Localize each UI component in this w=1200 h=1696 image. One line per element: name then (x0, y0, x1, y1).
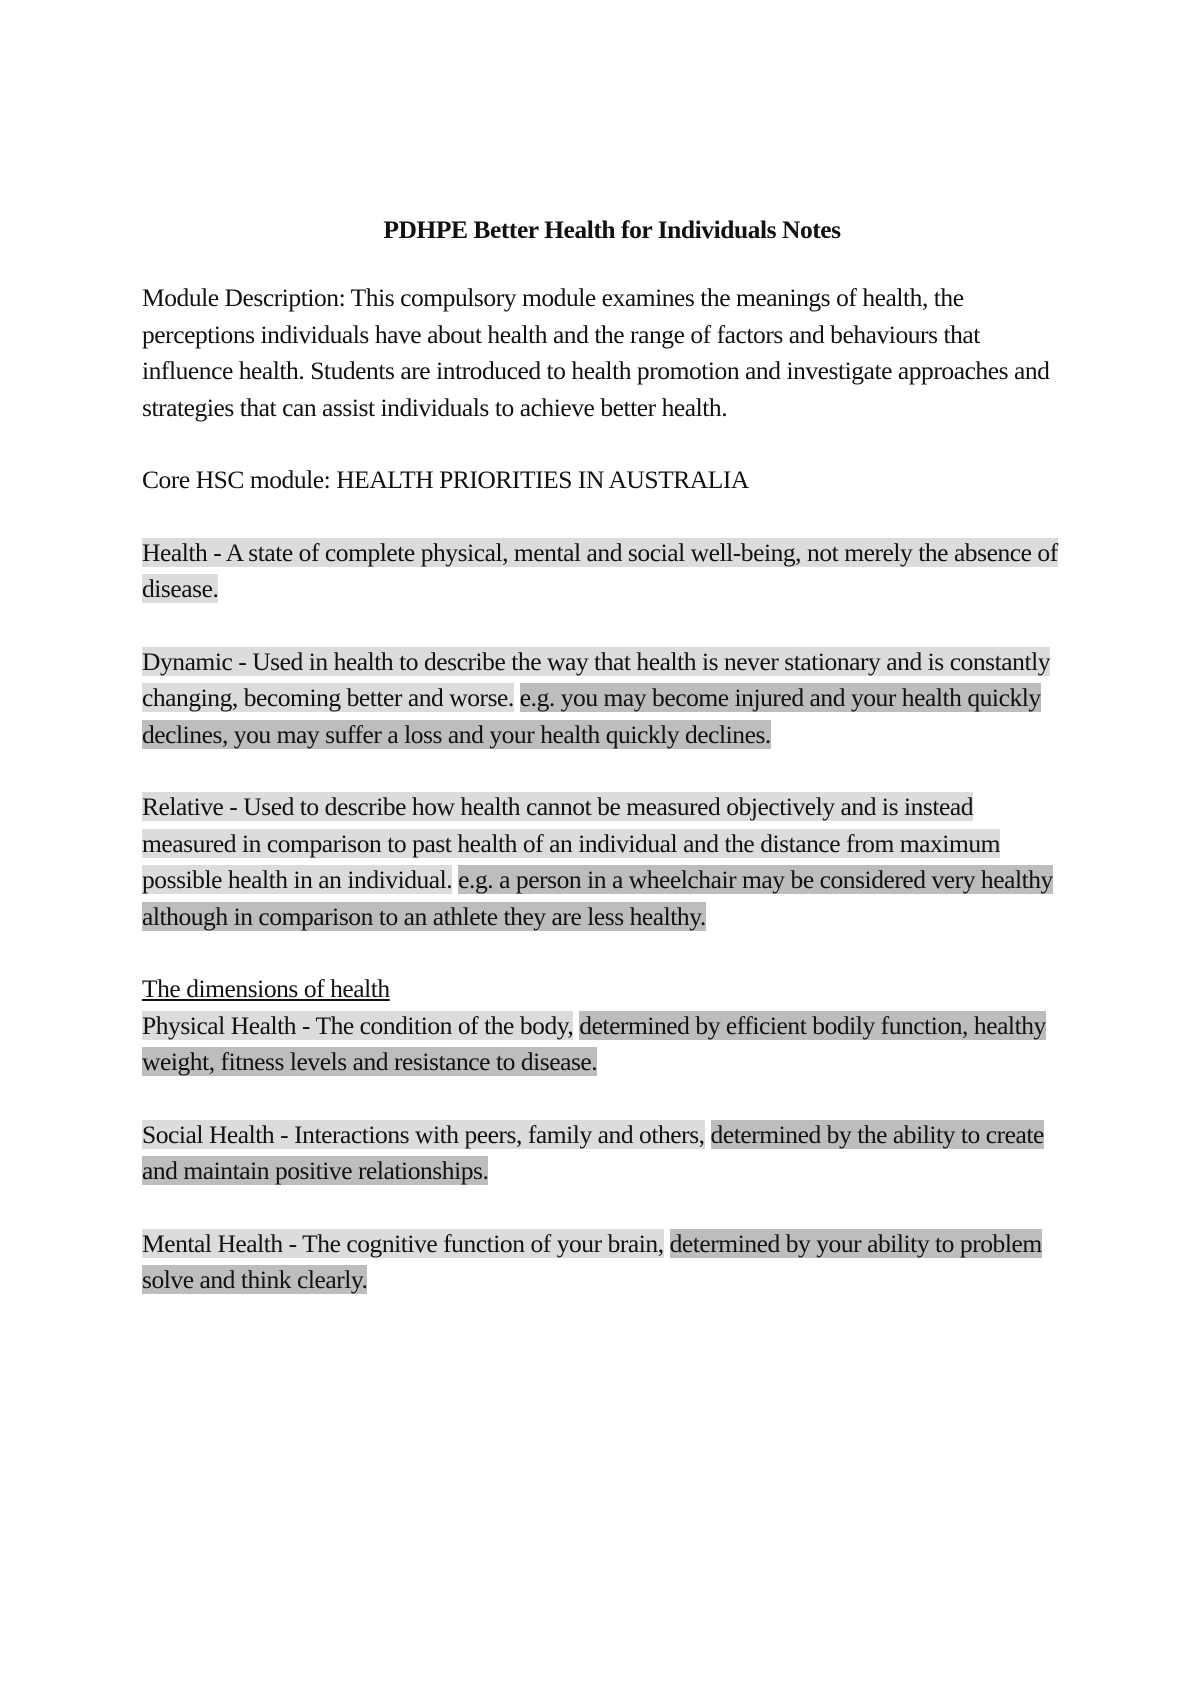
module-description (142, 280, 1072, 426)
mental-health-definition: Mental Health - The cognitive function of your brain, (142, 1228, 664, 1258)
physical-health-paragraph (142, 1008, 1072, 1081)
social-health-definition: Social Health - Interactions with peers, family and others, (142, 1119, 705, 1149)
document-title: PDHPE Better Health for Individuals Notes (383, 215, 841, 244)
health-definition (142, 535, 1072, 608)
dimensions-heading: The dimensions of health (142, 974, 390, 1003)
social-health-paragraph (142, 1117, 1072, 1190)
social-health-determinants: determined by the ability to create and maintain positive relationships. (142, 1119, 1044, 1185)
dynamic-example: e.g. you may become injured and your health quickly declines, you may suffer a loss and your health quickly declines. (142, 683, 1041, 749)
dynamic-definition: Dynamic - Used in health to describe the way that health is never stationary and is constantly changing, becoming better and worse. (142, 646, 1051, 712)
relative-paragraph (142, 789, 1072, 935)
mental-health-determinants: determined by your ability to problem solve and think clearly. (142, 1228, 1042, 1294)
physical-health-definition: Physical Health - The condition of the body, (142, 1010, 574, 1040)
relative-definition: Relative - Used to describe how health cannot be measured objectively and is instead measured in comparison to past health of an individual and the distance from maximum possible health in an individual. (142, 792, 1001, 894)
core-module-text: Core HSC module: HEALTH PRIORITIES IN AUSTRALIA (142, 465, 749, 494)
health-definition-text: Health - A state of complete physical, mental and social well-being, not merely the absence of disease. (142, 537, 1058, 603)
physical-health-determinants: determined by efficient bodily function, healthy weight, fitness levels and resistance to disease. (142, 1010, 1046, 1076)
mental-health-paragraph (142, 1226, 1072, 1299)
document-page (142, 212, 1072, 1335)
module-description-text: Module Description: This compulsory module examines the meanings of health, the perceptions individuals have about health and the range of factors and behaviours that influence health. Students are introduced to health promotion and investigate approaches and strategies that can assist individuals to achieve better health. (142, 283, 1050, 422)
relative-example: e.g. a person in a wheelchair may be considered very healthy although in comparison to an athlete they are less healthy. (142, 865, 1053, 931)
core-module-line (142, 462, 1072, 499)
dynamic-paragraph (142, 644, 1072, 754)
